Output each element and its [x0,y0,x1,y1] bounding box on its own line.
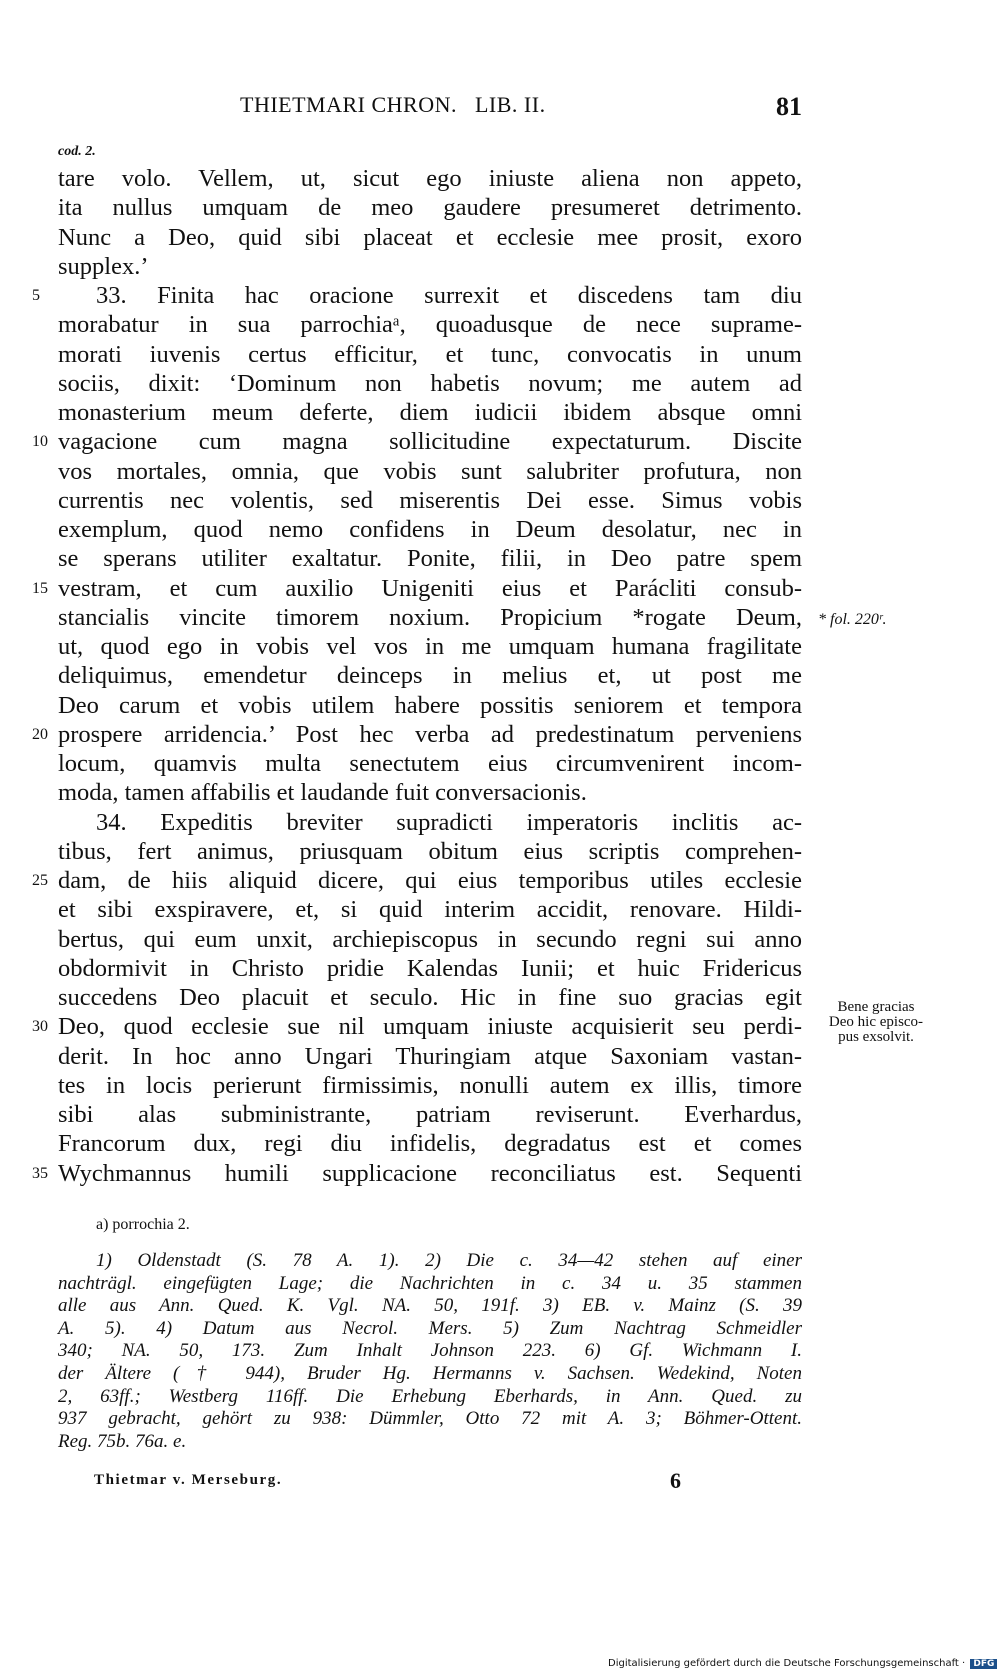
footnote-line: Reg. 75b. 76a. e. [58,1430,187,1452]
footnote-line: alle aus Ann. Qued. K. Vgl. NA. 50, 191f. 3) EB. v. Mainz (S. 39 [58,1295,802,1317]
text-line [58,252,802,281]
line-text: 34. Expeditis breviter supradicti imperatoris inclitis ac- [96,808,802,836]
line-text: ita nullus umquam de meo gaudere presumeret detrimento. [58,194,802,222]
line-text: vestram, et cum auxilio Unigeniti eius et Parácliti consub- [58,574,802,602]
line-text: se sperans utiliter exaltatur. Ponite, filii, in Deo patre spem [58,545,802,573]
text-line [58,749,802,778]
text-line [58,544,802,573]
line-text: vos mortales, omnia, que vobis sunt salubriter profutura, non [58,457,802,485]
line-number: 25 [32,872,48,889]
marginal-note-line: Bene gracias [837,999,915,1015]
line-text: 33. Finita hac oracione surrexit et discedens tam diu [96,282,802,309]
line-text: Francorum dux, regi diu infidelis, degradatus est et comes [58,1130,802,1158]
line-number: 20 [32,725,48,743]
text-line [58,193,802,222]
line-text: stancialis vincite timorem noxium. Propicium *rogate Deum, [58,603,802,631]
text-line [58,1071,802,1100]
credit-text: Digitalisierung gefördert durch die Deutsche Forschungsgemeinschaft · [608,1658,966,1669]
text-line [58,837,802,866]
line-number: 10 [32,433,48,451]
marginal-note [812,1000,940,1045]
line-number: 35 [32,1164,48,1182]
text-line [58,486,802,515]
text-line [58,1100,802,1129]
text-line [32,427,802,456]
line-text: monasterium meum deferte, diem iudicii ibidem absque omni [58,399,802,426]
line-text: supplex.’ [58,252,149,280]
line-text: bertus, qui eum unxit, archiepiscopus in secundo regni sui anno [58,925,802,953]
text-line [58,164,802,193]
line-text: locum, quamvis multa senectutem eius circumvenirent incom- [58,750,802,777]
main-text [32,164,802,1188]
marginal-note-line: pus exsolvit. [838,1029,914,1045]
text-line [58,340,802,369]
line-text: derit. In hoc anno Ungari Thuringiam atque Saxoniam vastan- [58,1042,802,1070]
text-line [58,808,802,837]
running-title: THIETMARI CHRON. LIB. II. [240,92,546,117]
text-line [32,866,802,895]
text-line [58,661,802,690]
line-text: vagacione cum magna sollicitudine expectaturum. Discite [58,428,802,456]
codex-note: cod. 2. [58,144,96,159]
line-text: tibus, fert animus, priusquam obitum eius scriptis comprehen- [58,837,802,865]
line-text: morabatur in sua parrochiaᵃ, quoadusque de nece suprame- [58,311,802,339]
footnote-line: 937 gebracht, gehört zu 938: Dümmler, Otto 72 mit A. 3; Böhmer-Ottent. [58,1408,802,1430]
line-text: Deo, quod ecclesie sue nil umquam iniuste acquisierit seu perdi- [58,1013,802,1041]
page-number: 81 [776,92,802,121]
text-line [32,1159,802,1188]
text-line [58,691,802,720]
line-text: et sibi exspiravere, et, si quid interim accidit, renovare. Hildi- [58,896,802,924]
text-line [32,720,802,749]
line-text: exemplum, quod nemo confidens in Deum desolatur, nec in [58,516,802,543]
line-text: obdormivit in Christo pridie Kalendas Iunii; et huic Fridericus [58,954,802,982]
text-line [58,954,802,983]
text-line [58,895,802,924]
line-text: ut, quod ego in vobis vel vos in me umquam humana fragilitate [58,633,802,660]
line-number: 15 [32,579,48,597]
text-line [58,925,802,954]
line-text: sociis, dixit: ‘Dominum non habetis novum; me autem ad [58,369,802,397]
text-line [58,310,802,339]
signature-number: 6 [670,1468,681,1493]
text-line [32,281,802,310]
line-text: Deo carum et vobis utilem habere possitis seniorem et tempora [58,691,802,719]
text-line [58,223,802,252]
text-line [58,1129,802,1158]
line-text: sibi alas subministrante, patriam reviserunt. Everhardus, [58,1101,802,1128]
text-line [58,515,802,544]
footnote-line: 2, 63ff.; Westberg 116ff. Die Erhebung Eberhards, in Ann. Qued. zu [58,1385,802,1407]
dfg-logo: DFG [970,1659,997,1669]
footnote-line: 1) Oldenstadt (S. 78 A. 1). 2) Die c. 34—42 stehen auf einer [96,1250,802,1271]
line-text: succedens Deo placuit et seculo. Hic in fine suo gracias egit [58,984,802,1011]
footnote-line: A. 5). 4) Datum aus Necrol. Mers. 5) Zum Nachtrag Schmeidler [58,1317,802,1339]
text-line [58,1042,802,1071]
text-line [58,603,802,632]
line-text: deliquimus, emendetur deinceps in melius et, ut post me [58,662,802,690]
text-line [58,398,802,427]
text-line [58,983,802,1012]
line-text: Wychmannus humili supplicacione reconciliatus est. Sequenti [58,1159,802,1187]
line-number: 5 [32,287,40,304]
text-line [32,574,802,603]
text-line [32,1012,802,1041]
footnote-line: nachträgl. eingefügten Lage; die Nachrichten in c. 34 u. 35 stammen [58,1272,802,1294]
line-text: currentis nec volentis, sed miserentis Dei esse. Simus vobis [58,486,802,514]
line-text: tes in locis perierunt firmissimis, nonulli autem ex illis, timore [58,1071,802,1099]
footnote-line: 340; NA. 50, 173. Zum Inhalt Johnson 223. 6) Gf. Wichmann I. [58,1340,802,1362]
text-line [58,632,802,661]
line-text: tare volo. Vellem, ut, sicut ego iniuste aliena non appeto, [58,165,802,192]
footnotes [58,1250,802,1453]
line-text: Nunc a Deo, quid sibi placeat et ecclesie mee prosit, exoro [58,223,802,251]
marginal-note-line: Deo hic episco- [828,1014,924,1030]
line-text: prospere arridencia.’ Post hec verba ad predestinatum perveniens [58,720,802,748]
line-number: 30 [32,1018,48,1036]
text-line [58,778,802,807]
digitization-credit [608,1658,997,1669]
signature-author: Thietmar v. Merseburg. [94,1472,283,1488]
footnote-line: der Ältere († 944), Bruder Hg. Hermanns v. Sachsen. Wedekind, Noten [58,1362,802,1384]
line-text: dam, de hiis aliquid dicere, qui eius temporibus utiles ecclesie [58,867,802,894]
line-text: moda, tamen affabilis et laudande fuit conversacionis. [58,779,587,807]
text-line [58,457,802,486]
critical-apparatus: a) porrochia 2. [96,1216,190,1233]
text-line [58,369,802,398]
line-text: morati iuvenis certus efficitur, et tunc, convocatis in unum [58,340,802,368]
folio-marginal-reference: * fol. 220ʳ. [818,611,887,628]
